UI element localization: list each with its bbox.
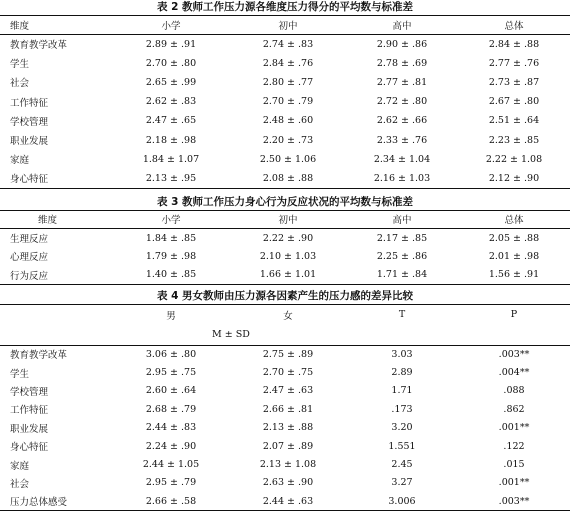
table-cell: 2.05 ± .88 — [458, 229, 570, 248]
table-cell: 2.24 ± .90 — [112, 437, 230, 455]
table-cell: 3.06 ± .80 — [112, 345, 230, 363]
row-label: 身心特征 — [0, 437, 112, 455]
table-cell: 2.68 ± .79 — [112, 400, 230, 418]
table-row — [0, 419, 570, 437]
table-row — [0, 266, 570, 285]
table-cell: 2.77 ± .81 — [346, 73, 458, 92]
table-cell: 2.25 ± .86 — [346, 247, 458, 266]
table-cell: 2.50 ± 1.06 — [230, 150, 346, 169]
table-cell: 2.10 ± 1.03 — [230, 247, 346, 266]
table-row — [0, 35, 570, 54]
table4-header-female: 女 — [230, 304, 346, 325]
table-cell: .001** — [458, 474, 570, 492]
table-cell: 2.72 ± .80 — [346, 92, 458, 111]
table-cell: .088 — [458, 382, 570, 400]
table-row — [0, 492, 570, 510]
table-cell: 1.71 — [346, 382, 458, 400]
row-label: 职业发展 — [0, 130, 112, 149]
table-cell: 2.89 — [346, 363, 458, 381]
table4-header-blank — [0, 304, 112, 325]
table2-header-primary: 小学 — [112, 16, 230, 35]
table-cell: 2.65 ± .99 — [112, 73, 230, 92]
table-cell: 1.79 ± .98 — [112, 247, 230, 266]
table-cell: 2.62 ± .83 — [112, 92, 230, 111]
table-cell: 2.70 ± .75 — [230, 363, 346, 381]
table-cell: 1.84 ± 1.07 — [112, 150, 230, 169]
table-cell: 2.47 ± .65 — [112, 111, 230, 130]
table2 — [0, 15, 570, 189]
table3-header-overall: 总体 — [458, 210, 570, 229]
table-cell: 2.33 ± .76 — [346, 130, 458, 149]
table-cell: 2.51 ± .64 — [458, 111, 570, 130]
row-label: 工作特征 — [0, 400, 112, 418]
table-cell: 2.70 ± .80 — [112, 54, 230, 73]
table-row — [0, 169, 570, 188]
row-label: 心理反应 — [0, 247, 112, 266]
table-cell: 2.70 ± .79 — [230, 92, 346, 111]
table4-subheader-msd: M ± SD — [112, 325, 346, 345]
table-cell: 2.44 ± .63 — [230, 492, 346, 510]
table4-subheader-spacer — [0, 325, 112, 345]
table3-header-row — [0, 210, 570, 229]
table-cell: 2.01 ± .98 — [458, 247, 570, 266]
table2-caption: 表 2 教师工作压力源各维度压力得分的平均数与标准差 — [0, 0, 570, 15]
table2-header-senior: 高中 — [346, 16, 458, 35]
row-label: 学校管理 — [0, 111, 112, 130]
table2-header-overall: 总体 — [458, 16, 570, 35]
table-row — [0, 54, 570, 73]
table-cell: .004** — [458, 363, 570, 381]
table-cell: 1.56 ± .91 — [458, 266, 570, 285]
table4-subheader-spacer — [346, 325, 458, 345]
table-cell: 2.17 ± .85 — [346, 229, 458, 248]
table4 — [0, 304, 570, 511]
row-label: 教育教学改革 — [0, 35, 112, 54]
table-cell: 2.90 ± .86 — [346, 35, 458, 54]
table-cell: 1.66 ± 1.01 — [230, 266, 346, 285]
table-cell: 2.66 ± .81 — [230, 400, 346, 418]
table4-header-row — [0, 304, 570, 325]
table-cell: .862 — [458, 400, 570, 418]
table-cell: 2.13 ± .95 — [112, 169, 230, 188]
table-cell: 2.66 ± .58 — [112, 492, 230, 510]
table3 — [0, 210, 570, 285]
table-cell: 2.67 ± .80 — [458, 92, 570, 111]
table-cell: .173 — [346, 400, 458, 418]
table3-header-senior: 高中 — [346, 210, 458, 229]
row-label: 教育教学改革 — [0, 345, 112, 363]
table-cell: 2.89 ± .91 — [112, 35, 230, 54]
table2-header-row — [0, 16, 570, 35]
table3-caption: 表 3 教师工作压力身心行为反应状况的平均数与标准差 — [0, 195, 570, 210]
table-cell: 2.84 ± .88 — [458, 35, 570, 54]
row-label: 学校管理 — [0, 382, 112, 400]
table-cell: .122 — [458, 437, 570, 455]
table-cell: 2.22 ± 1.08 — [458, 150, 570, 169]
table-cell: 2.08 ± .88 — [230, 169, 346, 188]
row-label: 学生 — [0, 363, 112, 381]
table-cell: 2.12 ± .90 — [458, 169, 570, 188]
table-cell: .003** — [458, 492, 570, 510]
row-label: 压力总体感受 — [0, 492, 112, 510]
table4-caption: 表 4 男女教师由压力源各因素产生的压力感的差异比较 — [0, 289, 570, 304]
table-cell: 2.48 ± .60 — [230, 111, 346, 130]
table-cell: 2.13 ± 1.08 — [230, 455, 346, 473]
table-cell: 2.22 ± .90 — [230, 229, 346, 248]
table-cell: 2.44 ± .83 — [112, 419, 230, 437]
table-row — [0, 130, 570, 149]
table-row — [0, 363, 570, 381]
row-label: 工作特征 — [0, 92, 112, 111]
table4-body — [0, 345, 570, 511]
row-label: 家庭 — [0, 455, 112, 473]
table4-header-p: P — [458, 304, 570, 325]
table-cell: 2.62 ± .66 — [346, 111, 458, 130]
table-cell: 2.16 ± 1.03 — [346, 169, 458, 188]
table-cell: 2.20 ± .73 — [230, 130, 346, 149]
table-cell: 1.40 ± .85 — [112, 266, 230, 285]
table-row — [0, 474, 570, 492]
table-cell: 2.18 ± .98 — [112, 130, 230, 149]
table-cell: 2.45 — [346, 455, 458, 473]
table-cell: 2.13 ± .88 — [230, 419, 346, 437]
table-row — [0, 73, 570, 92]
table3-body — [0, 229, 570, 285]
table-cell: 2.60 ± .64 — [112, 382, 230, 400]
table-cell: 1.84 ± .85 — [112, 229, 230, 248]
table-cell: 1.551 — [346, 437, 458, 455]
row-label: 社会 — [0, 474, 112, 492]
table-cell: 2.74 ± .83 — [230, 35, 346, 54]
table2-header-junior: 初中 — [230, 16, 346, 35]
table3-header-dimension: 维度 — [0, 210, 112, 229]
table3-header-primary: 小学 — [112, 210, 230, 229]
table4-header-male: 男 — [112, 304, 230, 325]
table-cell: 2.84 ± .76 — [230, 54, 346, 73]
row-label: 学生 — [0, 54, 112, 73]
table-cell: 2.63 ± .90 — [230, 474, 346, 492]
table-cell: .001** — [458, 419, 570, 437]
table-cell: 2.78 ± .69 — [346, 54, 458, 73]
row-label: 社会 — [0, 73, 112, 92]
table-cell: .015 — [458, 455, 570, 473]
table-cell: 3.006 — [346, 492, 458, 510]
table-cell: 2.95 ± .79 — [112, 474, 230, 492]
table2-header-dimension: 维度 — [0, 16, 112, 35]
table-cell: 2.77 ± .76 — [458, 54, 570, 73]
table-cell: 2.44 ± 1.05 — [112, 455, 230, 473]
table2-body — [0, 35, 570, 189]
table-row — [0, 345, 570, 363]
table-cell: 2.80 ± .77 — [230, 73, 346, 92]
table-cell: 3.03 — [346, 345, 458, 363]
table-row — [0, 382, 570, 400]
row-label: 行为反应 — [0, 266, 112, 285]
table-cell: 2.75 ± .89 — [230, 345, 346, 363]
table-cell: 1.71 ± .84 — [346, 266, 458, 285]
table-row — [0, 247, 570, 266]
table-row — [0, 229, 570, 248]
table-cell: 3.20 — [346, 419, 458, 437]
table-cell: 2.95 ± .75 — [112, 363, 230, 381]
row-label: 身心特征 — [0, 169, 112, 188]
table4-header-t: T — [346, 304, 458, 325]
table-row — [0, 400, 570, 418]
table-cell: 2.73 ± .87 — [458, 73, 570, 92]
row-label: 家庭 — [0, 150, 112, 169]
table-cell: 2.34 ± 1.04 — [346, 150, 458, 169]
table3-header-junior: 初中 — [230, 210, 346, 229]
table-row — [0, 111, 570, 130]
table-cell: 2.23 ± .85 — [458, 130, 570, 149]
table-row — [0, 92, 570, 111]
table-row — [0, 437, 570, 455]
table-row — [0, 455, 570, 473]
table-row — [0, 150, 570, 169]
row-label: 职业发展 — [0, 419, 112, 437]
table-cell: 2.07 ± .89 — [230, 437, 346, 455]
row-label: 生理反应 — [0, 229, 112, 248]
table4-subheader-spacer — [458, 325, 570, 345]
table-cell: 3.27 — [346, 474, 458, 492]
table-cell: .003** — [458, 345, 570, 363]
table4-subheader-row — [0, 325, 570, 345]
table-cell: 2.47 ± .63 — [230, 382, 346, 400]
